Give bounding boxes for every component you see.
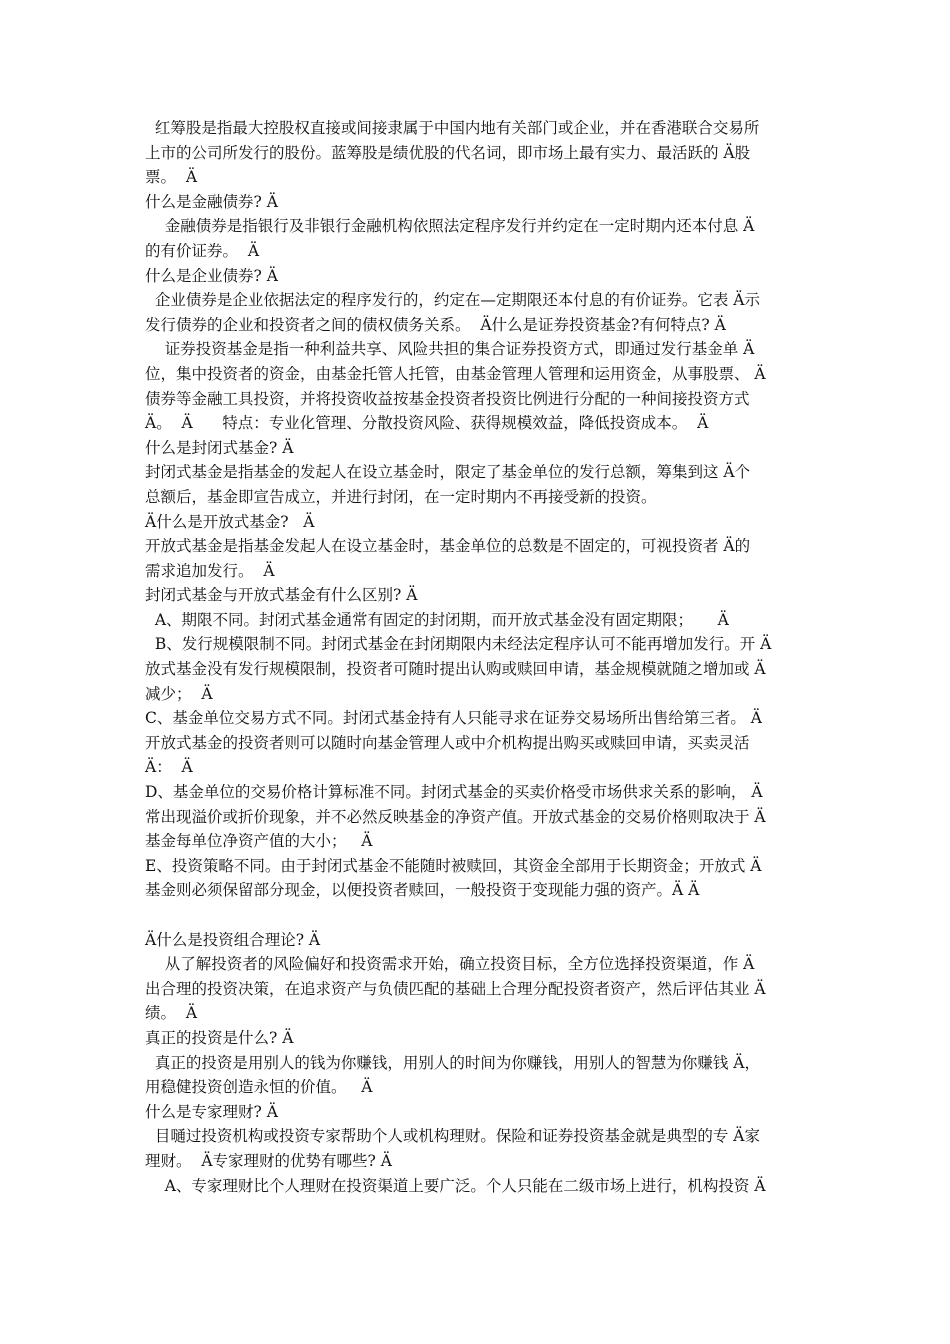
- document-body: [145, 116, 810, 1198]
- text-line: 的有价证券。 Ä: [145, 241, 260, 260]
- text-line: 常出现溢价或折价现象，并不必然反映基金的净资产值。开放式基金的交易价格则取决于 Ä: [145, 807, 766, 826]
- section-heading: Ä什么是开放式基金? Ä: [145, 512, 315, 531]
- list-item: A、期限不同。封闭式基金通常有固定的封闭期，而开放式基金没有固定期限； Ä: [145, 610, 729, 629]
- text-line: 位，集中投资者的资金，由基金托管人托管，由基金管理人管理和运用资金，从事股票、 Ä: [145, 364, 766, 383]
- section-heading: 什么是封闭式基金? Ä: [145, 438, 294, 457]
- list-item: C、基金单位交易方式不同。封闭式基金持有人只能寻求在证券交易场所出售给第三者。 Ä: [145, 709, 762, 728]
- section-heading: 真正的投资是什么? Ä: [145, 1028, 294, 1047]
- text-line: 开放式基金的投资者则可以随时向基金管理人或中介机构提出购买或赎回申请，买卖灵活: [145, 733, 750, 752]
- text-line: 放式基金没有发行规模限制，投资者可随时提出认购或赎回申请，基金规模就随之增加或 Ä: [145, 660, 766, 679]
- text-line: 减少； Ä: [145, 684, 213, 703]
- text-line: Ä。 Ä 特点：专业化管理、分散投资风险、获得规模效益，降低投资成本。 Ä: [145, 414, 709, 433]
- section-heading: Ä什么是投资组合理论? Ä: [145, 930, 321, 949]
- text-line: 理财。 Ä专家理财的优势有哪些? Ä: [145, 1151, 392, 1170]
- text-line: 债券等金融工具投资，并将投资收益按基金投资者投资比例进行分配的一种间接投资方式: [145, 389, 750, 408]
- text-line: 需求追加发行。 Ä: [145, 561, 275, 580]
- blank-line: [145, 903, 810, 928]
- text-line: 证券投资基金是指一种利益共享、风险共担的集合证券投资方式，即通过发行基金单 Ä: [145, 340, 755, 359]
- text-line: 用稳健投资创造永恒的价值。 Ä: [145, 1078, 373, 1097]
- text-line: 总额后，基金即宣告成立，并进行封闭，在一定时期内不再接受新的投资。: [145, 487, 657, 506]
- section-heading: 什么是企业债券? Ä: [145, 266, 278, 285]
- text-line: 发行债券的企业和投资者之间的债权债务关系。 Ä什么是证券投资基金?有何特点? Ä: [145, 315, 726, 334]
- list-item: D、基金单位的交易价格计算标准不同。封闭式基金的买卖价格受市场供求关系的影响， Ä: [145, 783, 763, 802]
- text-line: 出合理的投资决策，在追求资产与负债匹配的基础上合理分配投资者资产，然后评估其业 Ä: [145, 979, 766, 998]
- text-line: 基金每单位净资产值的大小； Ä: [145, 832, 373, 851]
- text-line: 金融债券是指银行及非银行金融机构依照法定程序发行并约定在一定时期内还本付息 Ä: [145, 217, 755, 236]
- list-item: B、发行规模限制不同。封闭式基金在封闭期限内未经法定程序认可不能再增加发行。开 Ä: [145, 635, 772, 654]
- text-line: 从了解投资者的风险偏好和投资需求开始，确立投资目标，全方位选择投资渠道，作 Ä: [145, 955, 755, 974]
- section-heading: 封闭式基金与开放式基金有什么区别? Ä: [145, 586, 418, 605]
- text-line: 真正的投资是用别人的钱为你赚钱，用别人的时间为你赚钱，用别人的智慧为你赚钱 Ä，: [145, 1053, 760, 1072]
- text-line: 上市的公司所发行的股份。蓝筹股是绩优股的代名词，即市场上最有实力、最活跃的 Ä股: [145, 143, 751, 162]
- list-item: A、专家理财比个人理财在投资渠道上要广泛。个人只能在二级市场上进行，机构投资 Ä: [145, 1176, 766, 1195]
- list-item: E、投资策略不同。由于封闭式基金不能随时被赎回，其资金全部用于长期资金；开放式 Ä: [145, 856, 762, 875]
- text-line: 目嗵过投资机构或投资专家帮助个人或机构理财。保险和证券投资基金就是典型的专 Ä家: [145, 1127, 760, 1146]
- text-line: 基金则必须保留部分现金，以便投资者赎回，一般投资于变现能力强的资产。Ä Ä: [145, 881, 700, 900]
- text-line: 红筹股是指最大控股权直接或间接隶属于中国内地有关部门或企业，并在香港联合交易所: [145, 119, 760, 137]
- text-line: 开放式基金是指基金发起人在设立基金时，基金单位的总数是不固定的，可视投资者 Ä的: [145, 537, 751, 556]
- text-line: 票。 Ä: [145, 168, 198, 187]
- text-line: Ä： Ä: [145, 758, 193, 777]
- section-heading: 什么是专家理财? Ä: [145, 1102, 278, 1121]
- text-line: 企业债券是企业依据法定的程序发行的，约定在—定期限还本付息的有价证券。它表 Ä示: [145, 291, 760, 310]
- text-line: 封闭式基金是指基金的发起人在设立基金时，限定了基金单位的发行总额，筹集到这 Ä个: [145, 463, 751, 482]
- section-heading: 什么是金融债券? Ä: [145, 192, 278, 211]
- text-line: 绩。 Ä: [145, 1004, 198, 1023]
